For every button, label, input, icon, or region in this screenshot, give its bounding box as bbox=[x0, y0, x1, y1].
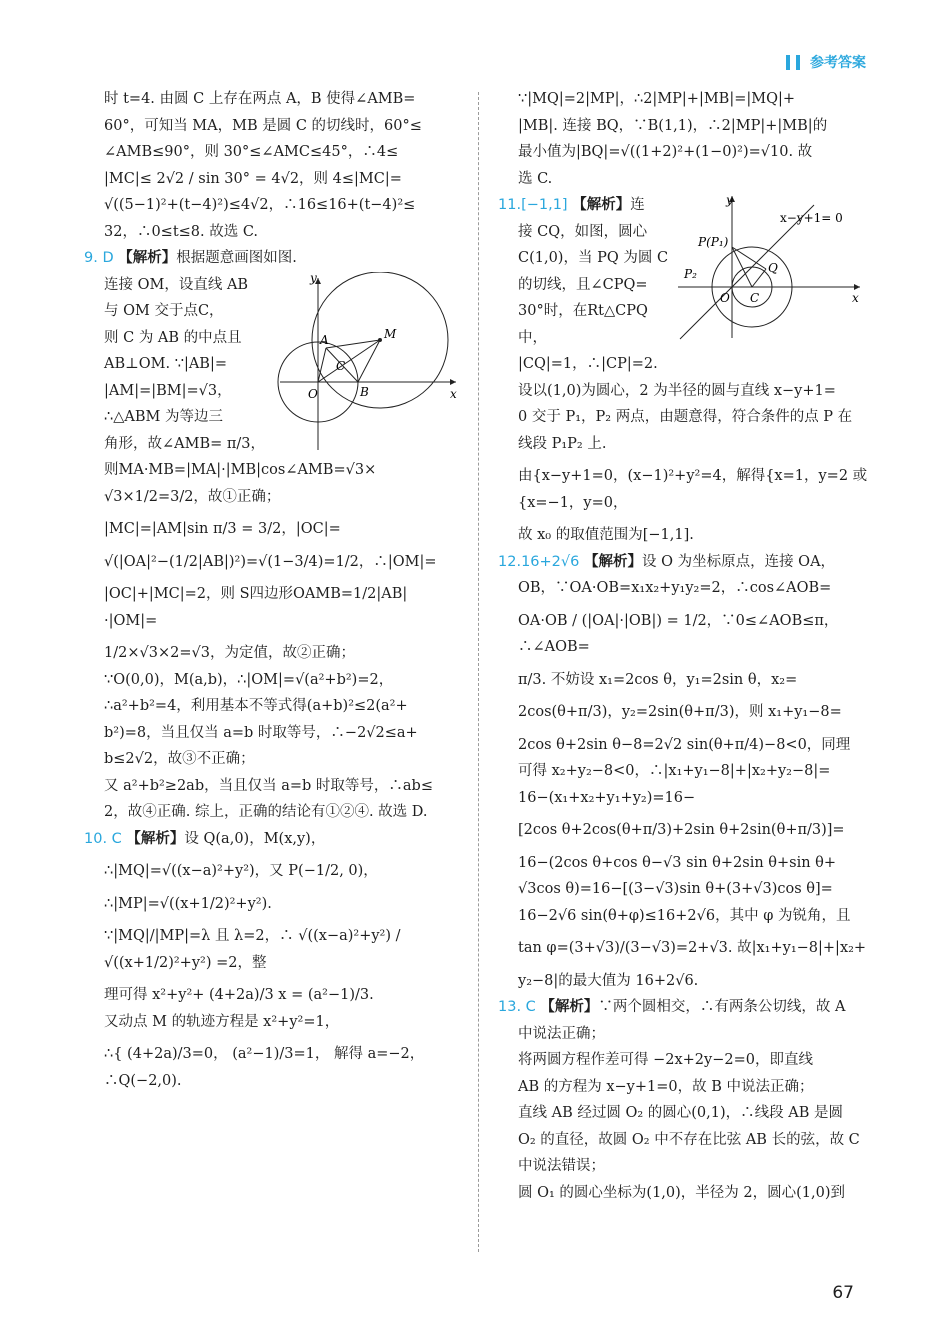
q13-number: 13. C bbox=[498, 999, 536, 1015]
q12-answer: 16+2√6 bbox=[521, 553, 580, 570]
page-number: 67 bbox=[832, 1283, 854, 1303]
fig11-line-label: x−y+1= 0 bbox=[780, 211, 843, 225]
q10-line: 设 Q(a,0)，M(x,y)， bbox=[184, 830, 326, 847]
q12-line: 16−(2cos θ+cos θ−√3 sin θ+2sin θ+sin θ+ bbox=[518, 854, 837, 871]
q11-answer: [−1,1] bbox=[521, 197, 568, 213]
q11-line: 0 交于 P₁，P₂ 两点，由题意得，符合条件的点 P 在 bbox=[518, 409, 853, 425]
text-line: ∵|MQ|=2|MP|，∴2|MP|+|MB|=|MQ|+ bbox=[518, 91, 796, 107]
q11-line: C(1,0)，当 PQ 为圆 C bbox=[518, 250, 669, 266]
q11-tag: 【解析】 bbox=[572, 196, 631, 213]
question-12 bbox=[498, 549, 868, 995]
q9-line: |AM|=|BM|=√3， bbox=[104, 382, 232, 399]
fig9-label: A bbox=[320, 332, 329, 347]
q13-line: 将两圆方程作差可得 −2x+2y−2=0，即直线 bbox=[518, 1052, 813, 1068]
fig11-label: O bbox=[720, 291, 730, 305]
q12-line: y₂−8|的最大值为 16+2√6. bbox=[518, 972, 699, 989]
header-bar-icon bbox=[796, 55, 800, 70]
q11-line: 设以(1,0)为圆心，2 为半径的圆与直线 x−y+1= bbox=[518, 382, 836, 399]
q11-figure-row bbox=[498, 192, 868, 378]
q13-line: O₂ 的直径，故圆 O₂ 中不存在比弦 AB 长的弦，故 C bbox=[518, 1131, 860, 1148]
q13-line: 直线 AB 经过圆 O₂ 的圆心(0,1)，∴线段 AB 是圆 bbox=[518, 1105, 843, 1121]
fig11-label: C bbox=[750, 291, 760, 305]
q10-line: 又动点 M 的轨迹方程是 x²+y²=1， bbox=[104, 1013, 340, 1030]
q9-line: b≤2√2，故③不正确； bbox=[104, 751, 255, 767]
q11-line: |CQ|=1，∴|CP|=2. bbox=[518, 356, 658, 372]
q12-line: 可得 x₂+y₂−8<0，∴|x₁+y₁−8|+|x₂+y₂−8|= bbox=[518, 763, 831, 779]
q12-heading bbox=[498, 549, 868, 576]
fig9-label: C bbox=[336, 358, 346, 373]
q12-line: 16−(x₁+x₂+y₁+y₂)=16− bbox=[518, 789, 696, 806]
fig11-label: P(P₁) bbox=[698, 235, 729, 249]
q13-line: 中说法正确； bbox=[518, 1025, 605, 1042]
fig9-label: x bbox=[450, 386, 457, 401]
q12-line: 2cos(θ+π/3)，y₂=2sin(θ+π/3)，则 x₁+y₁−8= bbox=[518, 704, 842, 720]
q12-line: OA·OB / (|OA|·|OB|) = 1/2，∵0≤∠AOB≤π，∴∠AOB= bbox=[518, 612, 839, 655]
q9-line: ∴a²+b²=4，利用基本不等式得(a+b)²≤2(a²+ bbox=[104, 698, 408, 714]
text-line: |MB|. 连接 BQ，∵B(1,1)，∴2|MP|+|MB|的 bbox=[518, 117, 828, 134]
q11-line: 连 bbox=[630, 197, 645, 213]
fig9-label: B bbox=[360, 384, 369, 399]
q9-wrapped-text bbox=[104, 272, 274, 458]
question-11 bbox=[498, 192, 868, 549]
q9-heading bbox=[84, 245, 460, 272]
q10-line: ∴{ (4+2a)/3=0， (a²−1)/3=1， 解得 a=−2，∴Q(−2,0). bbox=[104, 1046, 425, 1089]
q12-line: √3cos θ)=16−[(3−√3)sin θ+(3+√3)cos θ]= bbox=[518, 881, 833, 897]
fig11-label: x bbox=[852, 291, 859, 305]
q12-line: π/3. 不妨设 x₁=2cos θ，y₁=2sin θ，x₂= bbox=[518, 671, 798, 688]
right-column bbox=[498, 86, 868, 1206]
text-line: 60°，可知当 MA，MB 是圆 C 的切线时，60°≤ bbox=[104, 117, 422, 134]
text-line: 选 C. bbox=[518, 170, 553, 187]
q9-line: b²)=8，当且仅当 a=b 时取等号，∴−2√2≤a+ bbox=[104, 724, 418, 741]
q12-tag: 【解析】 bbox=[583, 552, 642, 570]
q9-figure bbox=[274, 272, 460, 452]
q11-line: 的切线，且∠CPQ= bbox=[518, 276, 648, 293]
q11-figure bbox=[674, 192, 864, 342]
q9-line: |MC|=|AM|sin π/3 = 3/2，|OC|= bbox=[104, 521, 341, 537]
q10-number: 10. C bbox=[84, 830, 122, 847]
q13-line: 中说法错误； bbox=[518, 1158, 605, 1174]
question-9 bbox=[84, 245, 460, 826]
q9-number: 9. D bbox=[84, 250, 114, 266]
text-line: 时 t=4. 由圆 C 上存在两点 A，B 使得∠AMB= bbox=[104, 91, 416, 107]
q12-line: tan φ=(3+√3)/(3−√3)=2+√3. 故|x₁+y₁−8|+|x₂+ bbox=[518, 940, 867, 956]
q9-line: AB⊥OM. ∵|AB|= bbox=[104, 356, 227, 372]
q9-line: 根据题意画图如图. bbox=[176, 250, 297, 266]
text-line: 32，∴0≤t≤8. 故选 C. bbox=[104, 223, 259, 240]
q12-line: 设 O 为坐标原点，连接 OA， bbox=[641, 553, 836, 570]
column-divider bbox=[478, 92, 479, 1252]
left-column bbox=[84, 86, 460, 1094]
q10-line: 理可得 x²+y²+ (4+2a)/3 x = (a²−1)/3. bbox=[104, 987, 374, 1003]
q9-line: 又 a²+b²≥2ab，当且仅当 a=b 时取等号，∴ab≤ bbox=[104, 777, 433, 794]
header-bar-icon bbox=[786, 55, 790, 70]
q9-line: ∴△ABM 为等边三 bbox=[104, 409, 223, 425]
q11-wrapped-text bbox=[498, 192, 674, 378]
header bbox=[786, 52, 866, 72]
fig11-label: Q bbox=[768, 261, 778, 275]
q9-line: 角形，故∠AMB= π/3， bbox=[104, 435, 266, 452]
fig11-label: y bbox=[726, 193, 733, 207]
q11-line: 30°时，在Rt△CPQ中， bbox=[518, 303, 648, 346]
q13-tag: 【解析】 bbox=[540, 998, 599, 1015]
q10-line: ∴|MP|=√((x+1/2)²+y²). bbox=[104, 895, 272, 912]
q13-line: ∵两个圆相交，∴有两条公切线，故 A bbox=[598, 999, 846, 1015]
text-line: √((5−1)²+(t−4)²)≤4√2，∴16≤16+(t−4)²≤ bbox=[104, 197, 416, 213]
q9-line: 与 OM 交于点C， bbox=[104, 303, 224, 319]
q10-tag: 【解析】 bbox=[126, 829, 185, 847]
q11-line: 线段 P₁P₂ 上. bbox=[518, 435, 607, 452]
q10-line: ∵|MQ|/|MP|=λ 且 λ=2，∴ √((x−a)²+y²) / √((x+1/2)²+y²) =2，整 bbox=[104, 928, 401, 971]
fig11-label: P₂ bbox=[684, 267, 697, 281]
q13-line: 圆 O₁ 的圆心坐标为(1,0)，半径为 2，圆心(1,0)到 bbox=[518, 1184, 845, 1201]
q9-line: 2，故④正确. 综上，正确的结论有①②④. 故选 D. bbox=[104, 804, 428, 820]
q12-line: OB，∵OA·OB=x₁x₂+y₁y₂=2，∴cos∠AOB= bbox=[518, 580, 832, 596]
q9-line: 则 C 为 AB 的中点且 bbox=[104, 329, 242, 346]
q9-tag: 【解析】 bbox=[118, 249, 177, 266]
q9-line: √3×1/2=3/2，故①正确； bbox=[104, 488, 281, 505]
fig9-label: M bbox=[384, 326, 397, 341]
q9-line: ∵O(0,0)，M(a,b)，∴|OM|=√(a²+b²)=2， bbox=[104, 671, 394, 688]
q9-line: 连接 OM，设直线 AB bbox=[104, 276, 249, 293]
question-13 bbox=[498, 994, 868, 1206]
q10-heading bbox=[84, 826, 460, 853]
q9-line: |OC|+|MC|=2，则 S四边形OAMB=1/2|AB|·|OM|= bbox=[104, 586, 408, 629]
q12-number: 12. bbox=[498, 553, 522, 570]
q9-line: 1/2×√3×2=√3，为定值，故②正确； bbox=[104, 645, 355, 661]
q12-line: 2cos θ+2sin θ−8=2√2 sin(θ+π/4)−8<0，同理 bbox=[518, 736, 851, 753]
q13-heading bbox=[498, 994, 868, 1021]
q12-line: [2cos θ+2cos(θ+π/3)+2sin θ+2sin(θ+π/3)]= bbox=[518, 822, 845, 838]
q11-heading bbox=[498, 192, 674, 219]
q10-line: ∴|MQ|=√((x−a)²+y²)，又 P(−1/2, 0)， bbox=[104, 863, 378, 879]
header-title: 参考答案 bbox=[810, 55, 866, 71]
fig9-label: y bbox=[310, 271, 317, 285]
q11-line: 故 x₀ 的取值范围为[−1,1]. bbox=[518, 527, 694, 543]
q13-line: AB 的方程为 x−y+1=0，故 B 中说法正确； bbox=[518, 1078, 814, 1095]
q9-figure-row bbox=[104, 272, 460, 458]
q11-line: 接 CQ，如图，圆心 bbox=[518, 223, 648, 240]
q11-line: 由{x−y+1=0，(x−1)²+y²=4，解得{x=1，y=2 或{x=−1，y=0， bbox=[518, 468, 868, 511]
text-line: 最小值为|BQ|=√((1+2)²+(1−0)²)=√10. 故 bbox=[518, 144, 813, 160]
fig9-label: O bbox=[308, 386, 318, 401]
q9-line: 则MA·MB=|MA|·|MB|cos∠AMB=√3× bbox=[104, 462, 377, 478]
text-line: ∠AMB≤90°，则 30°≤∠AMC≤45°，∴4≤ bbox=[104, 144, 399, 160]
q9-line: √(|OA|²−(1/2|AB|)²)=√(1−3/4)=1/2，∴|OM|= bbox=[104, 553, 437, 570]
q11-number: 11. bbox=[498, 197, 522, 213]
question-10 bbox=[84, 826, 460, 1095]
q12-line: 16−2√6 sin(θ+φ)≤16+2√6，其中 φ 为锐角，且 bbox=[518, 907, 851, 924]
text-line: |MC|≤ 2√2 / sin 30° = 4√2，则 4≤|MC|= bbox=[104, 170, 402, 187]
